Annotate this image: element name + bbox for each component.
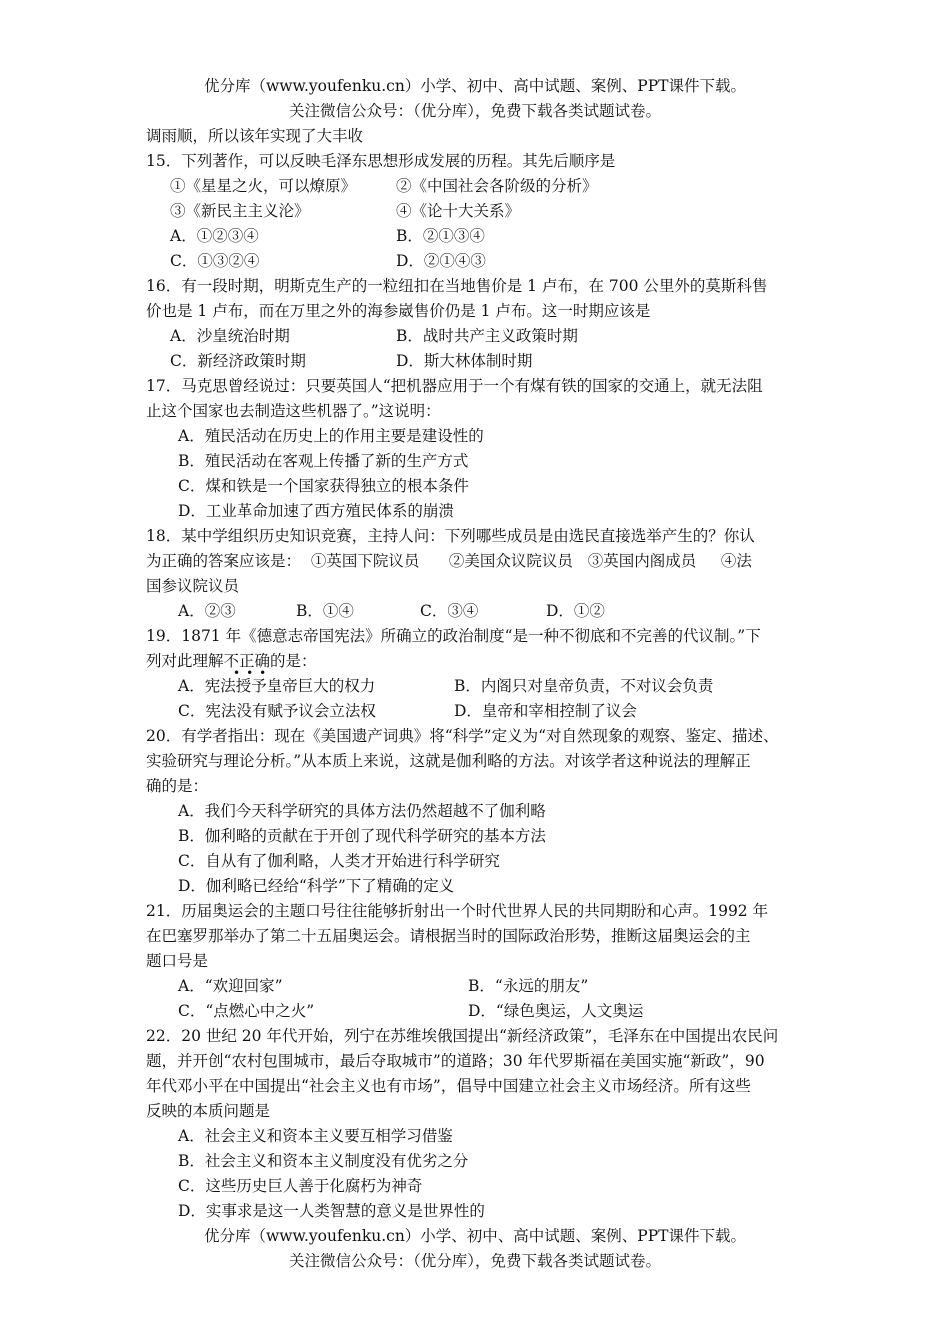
q22-option-d: D．实事求是这一人类智慧的意义是世界性的 xyxy=(178,1202,485,1220)
q18-option-a: A．②③ xyxy=(178,602,236,620)
q15-option-d: D．②①④③ xyxy=(396,252,486,270)
q21-option-b: B．“永远的朋友” xyxy=(468,977,589,995)
question-20-stem-2: 实验研究与理论分析。”从本质上来说，这就是伽利略的方法。对该学者这种说法的理解正 xyxy=(146,752,751,770)
q21-option-a: A．“欢迎回家” xyxy=(178,977,283,995)
q16-option-c: C．新经济政策时期 xyxy=(170,352,306,370)
header-line-1: 优分库（www.youfenku.cn）小学、初中、高中试题、案例、PPT课件下载。 xyxy=(203,77,747,95)
q17-option-a: A．殖民活动在历史上的作用主要是建设性的 xyxy=(178,427,484,445)
header-line-2: 关注微信公众号：（优分库），免费下载各类试题试卷。 xyxy=(288,102,661,120)
q17-option-b: B．殖民活动在客观上传播了新的生产方式 xyxy=(178,452,469,470)
footer-line-2: 关注微信公众号：（优分库），免费下载各类试题试卷。 xyxy=(288,1252,661,1270)
question-21-stem-2: 在巴塞罗那举办了第二十五届奥运会。请根据当时的国际政治形势，推断这届奥运会的主 xyxy=(146,927,751,945)
question-17-stem-1: 17．马克思曾经说过：只要英国人“把机器应用于一个有煤有铁的国家的交通上，就无法阻 xyxy=(146,377,763,395)
question-20-stem-1: 20．有学者指出：现在《美国遗产词典》将“科学”定义为“对自然现象的观察、鉴定、描述、 xyxy=(146,727,779,745)
q15-option-a: A．①②③④ xyxy=(170,227,259,245)
q15-option-b: B．②①③④ xyxy=(396,227,485,245)
q19-option-b: B．内阁只对皇帝负责，不对议会负责 xyxy=(454,677,714,695)
q18-option-b: B．①④ xyxy=(296,602,354,620)
q22-option-c: C．这些历史巨人善于化腐朽为神奇 xyxy=(178,1177,423,1195)
q21-option-d: D．“绿色奥运，人文奥运 xyxy=(468,1002,644,1020)
q19-option-a: A．宪法授予皇帝巨大的权力 xyxy=(178,677,376,695)
q19-option-c: C．宪法没有赋予议会立法权 xyxy=(178,702,376,720)
emphasis-dots: ••• xyxy=(233,666,273,680)
q15-option-c: C．①③②④ xyxy=(170,252,260,270)
question-21-stem-1: 21．历届奥运会的主题口号往往能够折射出一个时代世界人民的共同期盼和心声。1992 年 xyxy=(146,902,769,920)
q18-option-c: C．③④ xyxy=(420,602,479,620)
q20-option-d: D．伽利略已经给“科学”下了精确的定义 xyxy=(178,877,455,895)
question-22-stem-4: 反映的本质问题是 xyxy=(146,1102,271,1120)
q15-item-1: ①《星星之火，可以燎原》 xyxy=(170,177,357,195)
q18-option-d: D．①② xyxy=(546,602,605,620)
continuation-text: 调雨顺，所以该年实现了大丰收 xyxy=(146,127,364,145)
question-19-stem-2: 列对此理解不正确的是： xyxy=(146,652,317,670)
q17-option-c: C．煤和铁是一个国家获得独立的根本条件 xyxy=(178,477,469,495)
q21-option-c: C．“点燃心中之火” xyxy=(178,1002,315,1020)
question-18-stem-3: 国参议院议员 xyxy=(146,577,240,595)
q20-option-a: A．我们今天科学研究的具体方法仍然超越不了伽利略 xyxy=(178,802,546,820)
question-22-stem-3: 年代邓小平在中国提出“社会主义也有市场”，倡导中国建立社会主义市场经济。所有这些 xyxy=(146,1077,751,1095)
question-18-stem-2: 为正确的答案应该是： ①英国下院议员 ②美国众议院议员 ③英国内阁成员 ④法 xyxy=(146,552,752,570)
question-22-stem-2: 题，并开创“农村包围城市，最后夺取城市”的道路；30 年代罗斯福在美国实施“新政”，90 xyxy=(146,1052,765,1070)
q15-item-2: ②《中国社会各阶级的分析》 xyxy=(396,177,598,195)
question-22-stem-1: 22．20 世纪 20 年代开始，列宁在苏维埃俄国提出“新经济政策”，毛泽东在中国提出农民问 xyxy=(146,1027,779,1045)
q16-option-b: B．战时共产主义政策时期 xyxy=(396,327,578,345)
question-19-stem-1: 19．1871 年《德意志帝国宪法》所确立的政治制度“是一种不彻底和不完善的代议制。”下 xyxy=(146,627,761,645)
question-20-stem-3: 确的是： xyxy=(146,777,209,795)
q20-option-b: B．伽利略的贡献在于开创了现代科学研究的基本方法 xyxy=(178,827,546,845)
question-16-stem-1: 16．有一段时期，明斯克生产的一粒纽扣在当地售价是 1 卢布，在 700 公里外的莫斯科售 xyxy=(146,277,768,295)
question-15-stem: 15．下列著作，可以反映毛泽东思想形成发展的历程。其先后顺序是 xyxy=(146,152,616,170)
question-17-stem-2: 止这个国家也去制造这些机器了。”这说明： xyxy=(146,402,441,420)
q20-option-c: C．自从有了伽利略，人类才开始进行科学研究 xyxy=(178,852,500,870)
q22-option-a: A．社会主义和资本主义要互相学习借鉴 xyxy=(178,1127,453,1145)
q22-option-b: B．社会主义和资本主义制度没有优劣之分 xyxy=(178,1152,469,1170)
q15-item-3: ③《新民主主义沦》 xyxy=(170,202,310,220)
q16-option-a: A．沙皇统治时期 xyxy=(170,327,290,345)
question-18-stem-1: 18．某中学组织历史知识竞赛，主持人问：下列哪些成员是由选民直接选举产生的？你认 xyxy=(146,527,755,545)
q17-option-d: D．工业革命加速了西方殖民体系的崩溃 xyxy=(178,502,454,520)
q19-option-d: D．皇帝和宰相控制了议会 xyxy=(454,702,637,720)
question-16-stem-2: 价也是 1 卢布，而在万里之外的海参崴售价仍是 1 卢布。这一时期应该是 xyxy=(146,302,651,320)
q16-option-d: D．斯大林体制时期 xyxy=(396,352,533,370)
footer-line-1: 优分库（www.youfenku.cn）小学、初中、高中试题、案例、PPT课件下载。 xyxy=(203,1227,747,1245)
question-21-stem-3: 题口号是 xyxy=(146,952,209,970)
q15-item-4: ④《论十大关系》 xyxy=(396,202,521,220)
